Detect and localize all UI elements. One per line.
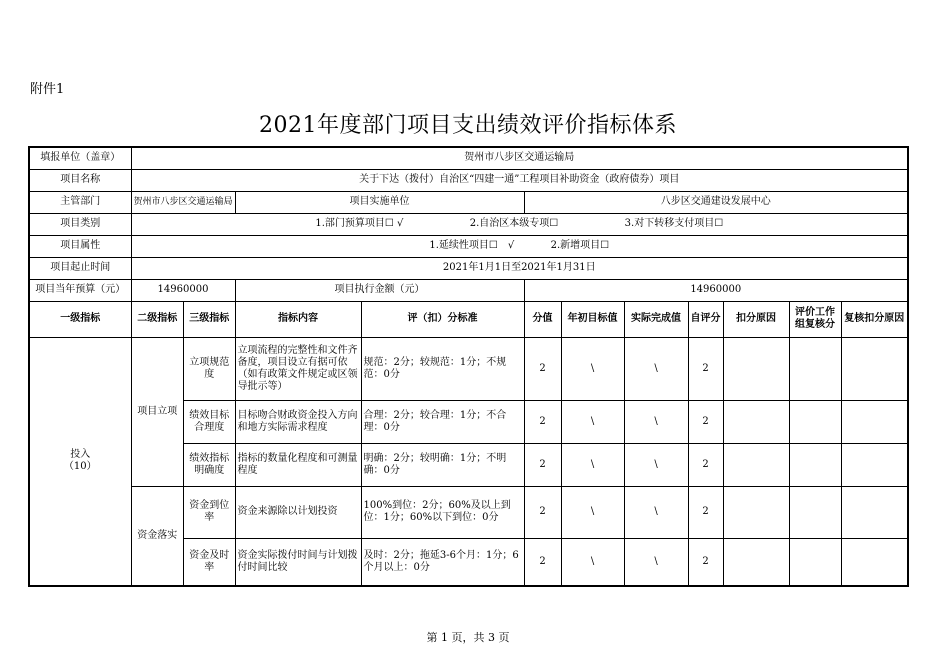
standard-cell: 100%到位：2分；60%及以上到位：1分；60%以下到位：0分 [361, 486, 524, 538]
standard-cell: 及时：2分；拖延3-6个月：1分；6个月以上：0分 [361, 538, 524, 586]
indicator-table [28, 146, 909, 587]
target-cell: \ [561, 486, 624, 538]
row-budget [29, 279, 908, 301]
self-score-cell: 2 [688, 538, 723, 586]
time-value: 2021年1月1日至2021年1月31日 [131, 257, 908, 279]
table-row [29, 486, 908, 538]
header-level2: 二级指标 [131, 301, 184, 337]
budget-label: 项目当年预算（元） [29, 279, 131, 301]
category-options [131, 213, 908, 235]
category-option-2: 2.自治区本级专项☐ [469, 218, 559, 229]
level3-cell: 立项规范度 [184, 337, 236, 400]
table-row [29, 337, 908, 400]
review-cell [789, 538, 841, 586]
row-attribute [29, 235, 908, 257]
row-time [29, 257, 908, 279]
dept-value: 贺州市八步区交通运输局 [131, 191, 235, 213]
row-category [29, 213, 908, 235]
attr-label: 项目属性 [29, 235, 131, 257]
header-level3: 三级指标 [184, 301, 236, 337]
level2-project-setup: 项目立项 [131, 337, 184, 486]
content-cell: 指标的数量化程度和可测量程度 [235, 443, 361, 486]
level3-cell: 绩效指标明确度 [184, 443, 236, 486]
header-row [29, 301, 908, 337]
unit-label: 填报单位（盖章） [29, 147, 131, 169]
review-reason-cell [841, 337, 908, 400]
header-level1: 一级指标 [29, 301, 131, 337]
level3-cell: 绩效目标合理度 [184, 400, 236, 443]
header-deduction-reason: 扣分原因 [723, 301, 789, 337]
standard-cell: 合理：2分；较合理：1分；不合理：0分 [361, 400, 524, 443]
self-score-cell: 2 [688, 400, 723, 443]
page-title: 2021年度部门项目支出绩效评价指标体系 [259, 113, 677, 138]
attr-options [131, 235, 908, 257]
page-footer: 第 1 页，共 3 页 [426, 631, 510, 644]
reason-cell [723, 400, 789, 443]
review-cell [789, 443, 841, 486]
row-unit [29, 147, 908, 169]
header-actual: 实际完成值 [624, 301, 688, 337]
attr-option-2: 2.新增项目☐ [550, 240, 610, 251]
actual-cell: \ [624, 400, 688, 443]
standard-cell: 规范：2分；较规范：1分；不规范：0分 [361, 337, 524, 400]
reason-cell [723, 337, 789, 400]
category-label: 项目类别 [29, 213, 131, 235]
target-cell: \ [561, 400, 624, 443]
project-name-label: 项目名称 [29, 169, 131, 191]
review-reason-cell [841, 400, 908, 443]
header-review-score: 评价工作组复核分 [789, 301, 841, 337]
impl-value: 八步区交通建设发展中心 [524, 191, 908, 213]
category-option-1: 1.部门预算项目☐ √ [315, 218, 404, 229]
score-cell: 2 [524, 400, 561, 443]
content-cell: 资金来源除以计划投资 [235, 486, 361, 538]
reason-cell [723, 538, 789, 586]
row-project-name [29, 169, 908, 191]
review-reason-cell [841, 486, 908, 538]
header-review-reason: 复核扣分原因 [841, 301, 908, 337]
exec-label: 项目执行金额（元） [235, 279, 524, 301]
budget-value: 14960000 [131, 279, 235, 301]
target-cell: \ [561, 443, 624, 486]
category-option-3: 3.对下转移支付项目☐ [624, 218, 724, 229]
review-cell [789, 486, 841, 538]
self-score-cell: 2 [688, 443, 723, 486]
attr-option-1: 1.延续性项目☐ √ [429, 240, 515, 251]
header-standard: 评（扣）分标准 [361, 301, 524, 337]
level1-score: （10） [63, 461, 97, 473]
reason-cell [723, 443, 789, 486]
score-cell: 2 [524, 486, 561, 538]
review-cell [789, 337, 841, 400]
time-label: 项目起止时间 [29, 257, 131, 279]
level2-fund-availability: 资金落实 [131, 486, 184, 586]
header-self-score: 自评分 [688, 301, 723, 337]
level3-cell: 资金及时率 [184, 538, 236, 586]
header-content: 指标内容 [235, 301, 361, 337]
content-cell: 立项流程的完整性和文件齐备度，项目设立有据可依（如有政策文件规定或区领导批示等） [235, 337, 361, 400]
content-cell: 资金实际拨付时间与计划拨付时间比较 [235, 538, 361, 586]
exec-value: 14960000 [524, 279, 908, 301]
target-cell: \ [561, 538, 624, 586]
actual-cell: \ [624, 443, 688, 486]
standard-cell: 明确：2分；较明确：1分；不明确：0分 [361, 443, 524, 486]
score-cell: 2 [524, 538, 561, 586]
header-target: 年初目标值 [561, 301, 624, 337]
self-score-cell: 2 [688, 486, 723, 538]
level1-cell [29, 337, 131, 586]
unit-value: 贺州市八步区交通运输局 [131, 147, 908, 169]
score-cell: 2 [524, 337, 561, 400]
review-cell [789, 400, 841, 443]
header-score: 分值 [524, 301, 561, 337]
impl-label: 项目实施单位 [235, 191, 524, 213]
reason-cell [723, 486, 789, 538]
attachment-label: 附件1 [30, 82, 65, 97]
level3-cell: 资金到位率 [184, 486, 236, 538]
self-score-cell: 2 [688, 337, 723, 400]
score-cell: 2 [524, 443, 561, 486]
row-dept [29, 191, 908, 213]
target-cell: \ [561, 337, 624, 400]
review-reason-cell [841, 538, 908, 586]
content-cell: 目标吻合财政资金投入方向和地方实际需求程度 [235, 400, 361, 443]
dept-label: 主管部门 [29, 191, 131, 213]
actual-cell: \ [624, 538, 688, 586]
actual-cell: \ [624, 486, 688, 538]
project-name-value: 关于下达（拨付）自治区“四建一通”工程项目补助资金（政府债券）项目 [131, 169, 908, 191]
review-reason-cell [841, 443, 908, 486]
actual-cell: \ [624, 337, 688, 400]
level1-name: 投入 [70, 449, 91, 461]
